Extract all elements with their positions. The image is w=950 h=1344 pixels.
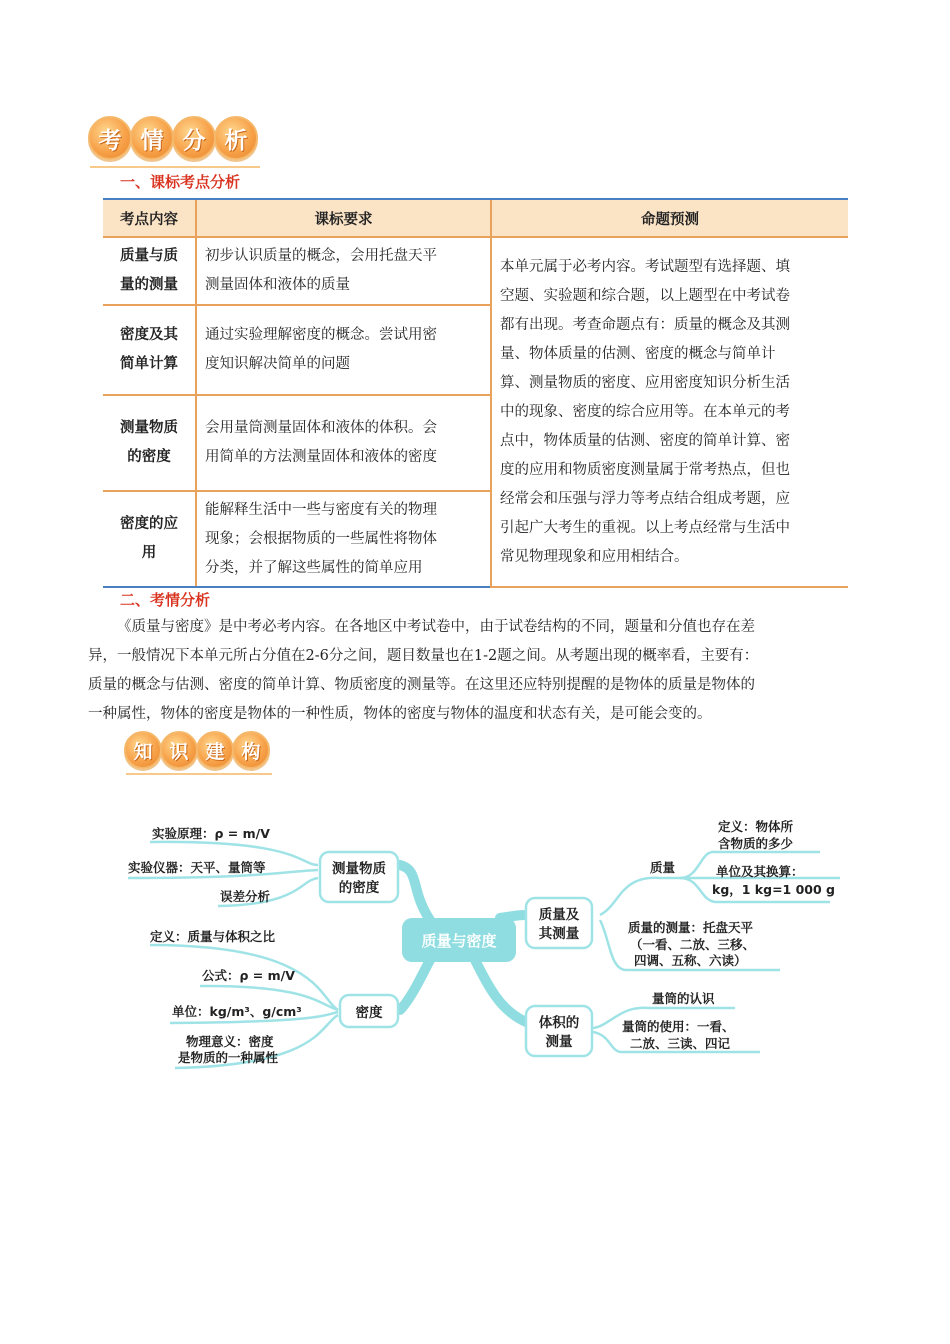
banner-char-4: 析 [214, 116, 258, 160]
mass-def-label: 定义：物体所 [718, 819, 794, 834]
meaning-label: 物理意义：密度 [186, 1034, 274, 1049]
banner-char-3: 分 [172, 116, 216, 160]
table-row-topic: 密度的应 用 [103, 491, 196, 587]
mass-tool-label: 四调、五称、六读） [634, 953, 747, 968]
branch-mass [500, 915, 526, 918]
instruments-label: 实验仪器：天平、量筒等 [128, 860, 266, 875]
mass-def-label: 含物质的多少 [718, 836, 794, 851]
mass-measure-label: 其测量 [538, 926, 580, 942]
table-row-requirement: 初步认识质量的概念，会用托盘天平 测量固体和液体的质量 [196, 237, 491, 305]
cylinder-use-label: 量筒的使用：一看、 [622, 1019, 735, 1034]
table-row-requirement: 会用量筒测量固体和液体的体积。会 用简单的方法测量固体和液体的密度 [196, 395, 491, 491]
error-label: 误差分析 [220, 889, 271, 904]
prediction-cell: 本单元属于必考内容。考试题型有选择题、填 空题、实验题和综合题，以上题型在中考试卷 都有出现。考查命题点有：质量的概念及其测 量、物体质量的估测、密度的概念与简单计 算、测量物质的密度、应用密度知识分析生活 中的现象、密度的综合应用等。在本单元的考 点中，物体质量的估测、密度的简单计算、密 度的应用和物质密度测量属于常考热点，但也 经常会和压强与浮力等考点结合组成考题，应 引起广大考生的重视。以上考点经常与生活中 常见物理现象和应用相结合。 [491, 237, 848, 587]
meaning-label: 是物质的一种属性 [178, 1050, 279, 1065]
banner-zhishi [124, 731, 268, 769]
banner-char-1: 知 [124, 731, 162, 769]
banner-char-4: 构 [232, 731, 270, 769]
section-title-2: 二、考情分析 [120, 591, 211, 609]
measure-density-label: 的密度 [338, 880, 380, 896]
mind-map [0, 790, 950, 1120]
banner-kaoqing [88, 116, 256, 160]
branch-measure-density [400, 865, 430, 920]
unit-label: 单位：kg/m³、g/cm³ [172, 1004, 302, 1019]
banner-char-3: 建 [196, 731, 234, 769]
header-topic: 考点内容 [103, 199, 196, 237]
header-requirement: 课标要求 [196, 199, 491, 237]
table-row-topic: 质量与质 量的测量 [103, 237, 196, 305]
header-prediction: 命题预测 [491, 199, 848, 237]
cylinder-use-label: 二放、三读、四记 [630, 1036, 731, 1051]
banner-char-2: 识 [160, 731, 198, 769]
volume-label: 体积的 [538, 1015, 580, 1031]
mass-tool-label: （一看、二放、三移、 [630, 937, 756, 952]
table-row-topic: 密度及其 简单计算 [103, 305, 196, 395]
analysis-paragraph: 《质量与密度》是中考必考内容。在各地区中考试卷中，由于试卷结构的不同，题量和分值也存在差 异，一般情况下本单元所占分值在2-6分之间，题目数量也在1-2题之间。从考题出现的概率看，主要有： 质量的概念与估测、密度的简单计算、物质密度的测量等。在这里还应特别提醒的是物体的质量是物体的 一种属性，物体的密度是物体的一种性质，物体的密度与物体的温度和状态有关，是可能会变的。 [88, 619, 759, 722]
mass-measure-label: 质量及 [538, 907, 580, 923]
mass-label: 质量 [650, 860, 676, 875]
density-label: 密度 [355, 1005, 383, 1021]
volume-label: 测量 [545, 1034, 573, 1050]
banner-char-1: 考 [88, 116, 132, 160]
principle-label: 实验原理：ρ = m/V [152, 826, 270, 841]
definition-label: 定义：质量与体积之比 [150, 929, 276, 944]
banner-underline [90, 166, 260, 168]
table-row-requirement: 通过实验理解密度的概念。尝试用密 度知识解决简单的问题 [196, 305, 491, 395]
mass-unit-label: kg，1 kg=1 000 g [712, 882, 835, 897]
section-title-1: 一、课标考点分析 [120, 173, 241, 191]
mass-tool-label: 质量的测量：托盘天平 [628, 920, 754, 935]
mass-unit-label: 单位及其换算： [716, 864, 804, 879]
table-row-requirement: 能解释生活中一些与密度有关的物理 现象；会根据物质的一些属性将物体 分类，并了解这些属性的简单应用 [196, 491, 491, 587]
center-label: 质量与密度 [421, 932, 497, 950]
measure-density-label: 测量物质 [332, 861, 386, 877]
cylinder-know-label: 量筒的认识 [652, 991, 715, 1006]
formula-label: 公式：ρ = m/V [202, 968, 295, 983]
analysis-table [103, 198, 848, 588]
banner-char-2: 情 [130, 116, 174, 160]
table-row-topic: 测量物质 的密度 [103, 395, 196, 491]
banner-underline [126, 773, 272, 775]
